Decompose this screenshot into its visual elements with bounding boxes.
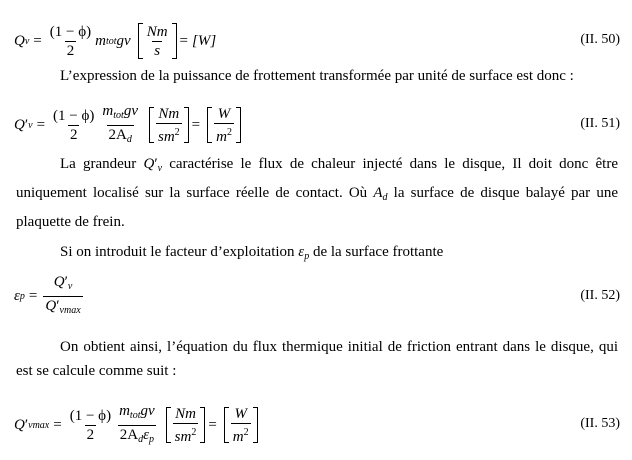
subscript-v: v [28,419,33,431]
symbol-m: m [119,402,130,419]
subscript-d: d [382,192,388,203]
unit-bracket [224,406,258,445]
subscript-p: p [19,290,25,302]
fraction-phi [48,24,93,59]
equation-ii-51 [14,102,244,148]
subscript-max: max [32,419,50,431]
symbol-gv: gv [123,102,138,119]
equation-number: (II. 53) [580,416,620,431]
subscript-tot: tot [105,35,117,47]
paragraph: L’expression de la puissance de frottement transformée par unité de surface est donc : [60,68,574,84]
prime: ′ [24,416,29,433]
equals-sign: = [53,416,62,433]
subscript-p: p [149,433,154,445]
fraction-numerator: (1 − ϕ) [69,407,112,424]
fraction-phi [68,408,113,443]
fraction-denominator: 2 [66,42,75,59]
symbol-epsilon: ε [298,244,305,260]
paragraph [16,242,618,267]
symbol-gv: gv [140,402,155,419]
denominator-2a: 2A [108,126,127,143]
unit-sm: sm [174,428,192,445]
prime: ′ [56,297,60,314]
unit-exponent: 2 [243,426,249,438]
symbol-epsilon: ε [14,287,20,304]
equals-sign: = [179,32,189,49]
unit-bracket [149,106,189,145]
fraction-numerator: (1 − ϕ) [49,23,92,40]
equals-sign: = [33,32,42,49]
text-run: la surface de disque balayé par une plaquette de frein. [16,185,618,230]
equation-number: (II. 51) [580,116,620,131]
equation-ii-53 [14,402,261,448]
prime: ′ [24,116,29,133]
symbol-q: Q [14,32,25,49]
symbol-q: Q [14,116,25,133]
fraction-denominator: 2 [86,426,95,443]
unit-watt: [W] [192,32,217,49]
equation-ii-52 [14,272,85,320]
subscript-d: d [138,433,144,445]
equals-sign: = [28,287,38,304]
equals-sign: = [208,416,217,433]
equation-number: (II. 52) [580,288,620,303]
text-run: Si on introduit le facteur d’exploitation [60,244,299,260]
unit-denominator: s [154,42,161,59]
fraction-mass [100,103,140,148]
unit-bracket [207,106,241,145]
text-run: de la surface frottante [309,244,444,260]
subscript-v: v [24,35,30,47]
symbol-a: A [373,185,383,201]
subscript-v: v [59,304,64,316]
text-run: caractérise le flux de chaleur injecté dans le disque, Il doit donc être uniquement localisé sur la surface réelle de contact. Où [16,156,618,201]
unit-exponent: 2 [174,126,180,138]
symbol-m: m [102,102,114,119]
symbol-gv: gv [116,32,131,49]
subscript-v: v [157,163,163,174]
unit-exponent: 2 [226,126,232,138]
unit-numerator: Nm [158,105,180,122]
unit-watt: W [217,105,231,122]
unit-bracket [166,406,206,445]
subscript-p: p [304,251,310,262]
subscript-d: d [126,133,132,145]
symbol-q: Q [14,416,25,433]
equation-ii-50 [14,20,216,62]
fraction-phi [51,108,96,143]
equals-sign: = [36,116,46,133]
prime: ′ [64,273,68,290]
symbol-q: Q [53,273,65,290]
subscript-v: v [28,119,33,131]
paragraph [16,152,618,234]
symbol-epsilon: ε [143,426,149,443]
equation-number: (II. 50) [580,32,620,47]
unit-numerator: Nm [146,23,168,40]
unit-watt: W [234,405,247,422]
subscript-max: max [63,304,81,316]
equals-sign: = [191,116,201,133]
fraction-mass [117,403,157,448]
subscript-tot: tot [129,409,141,421]
prime: ′ [154,156,158,172]
symbol-q: Q [45,297,57,314]
subscript-tot: tot [113,109,124,121]
fraction-denominator: 2 [69,126,78,143]
unit-numerator: Nm [175,405,196,422]
unit-m: m [216,128,227,145]
unit-bracket [138,23,177,59]
unit-m: m [232,428,244,445]
fraction-numerator: (1 − ϕ) [53,107,95,124]
fraction-exploitation [43,274,82,319]
unit-exponent: 2 [191,426,197,438]
symbol-m: m [95,32,106,49]
text-run: La grandeur [60,156,144,172]
paragraph: On obtient ainsi, l’équation du flux thermique initial de friction entrant dans le disque, qui est se calcule comme suit : [16,339,618,379]
denominator-2a: 2A [119,426,139,443]
subscript-v: v [67,280,73,292]
symbol-q: Q [143,156,155,172]
unit-sm: sm [157,128,175,145]
